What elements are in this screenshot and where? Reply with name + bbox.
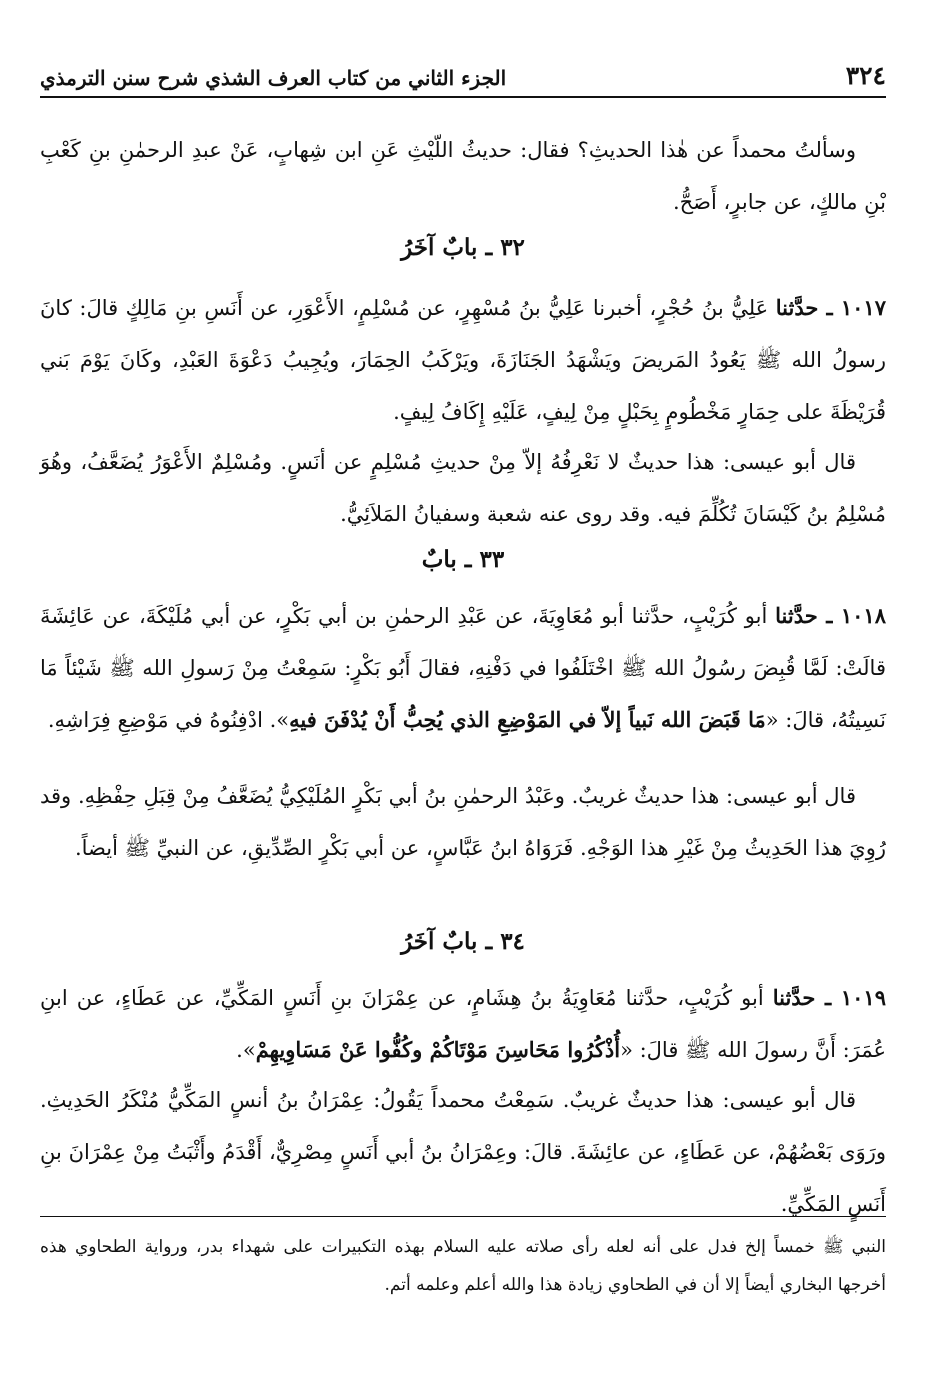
hadith-1019: ١٠١٩ ـ حدَّثنا أبو كُرَيْبٍ، حدَّثنا مُعَاوِيَةُ بنُ هِشَامٍ، عن عِمْرَانَ بنِ أَنَسٍ المَكِّيِّ، عن عَطَاءٍ، عن ابنِ عُمَرَ: أَنَّ رسولَ الله ﷺ قالَ: «أُذْكُرُوا مَحَاسِنَ مَوْتَاكُمْ وكُفُّوا عَنْ مَسَاوِيهِمْ». [40, 985, 886, 1062]
section-number: ٣٤ [500, 928, 525, 955]
section-separator: ـ [477, 928, 501, 955]
commentary-1017 [40, 436, 886, 540]
hadith-text-a: أبو كُرَيْبٍ، حدَّثنا أبو مُعَاوِيَةَ، عن عَبْدِ الرحمٰنِ بن أبي بَكْرٍ، عن أبي مُلَيْكَةَ، عن عَائِشَةَ قالَتْ: لَمَّا قُبِضَ رسُولُ الله ﷺ اخْتَلَفُوا في دَفْنِهِ، فقالَ أَبُو بَكْرٍ: سَمِعْتُ مِنْ رَسولِ الله ﷺ شَيْئاً مَا نَسِيتُهُ، قالَ: « [40, 604, 886, 732]
hadith-1018: ١٠١٨ ـ حدَّثنا أبو كُرَيْبٍ، حدَّثنا أبو مُعَاوِيَةَ، عن عَبْدِ الرحمٰنِ بن أبي بَكْرٍ، عن أبي مُلَيْكَةَ، عن عَائِشَةَ قالَتْ: لَمَّا قُبِضَ رسُولُ الله ﷺ اخْتَلَفُوا في دَفْنِهِ، فقالَ أَبُو بَكْرٍ: سَمِعْتُ مِنْ رَسولِ الله ﷺ شَيْئاً مَا نَسِيتُهُ، قالَ: «مَا قَبَضَ الله نَبياً إلاّ في المَوْضِعِ الذي يُحِبُّ أَنْ يُدْفَنَ فيهِ». ادْفِنُوهُ في مَوْضِعِ فِرَاشِهِ. [40, 603, 886, 732]
hadith-number: ١٠١٧ [840, 295, 886, 320]
paragraph-intro-text: وسألتُ محمداً عن هٰذا الحديثِ؟ فقال: حديثُ اللّيْثِ عَنِ ابن شِهابٍ، عَنْ عبدِ الرحمٰنِ بنِ كَعْبِ بْنِ مالكٍ، عن جابرٍ، أَصَحُّ. [40, 138, 886, 214]
hadith-text-a: أبو كُرَيْبٍ، حدَّثنا مُعَاوِيَةُ بنُ هِشَامٍ، عن عِمْرَانَ بنِ أَنَسٍ المَكِّيِّ، عن عَطَاءٍ، عن ابنِ عُمَرَ: أَنَّ رسولَ الله ﷺ قالَ: « [40, 986, 886, 1062]
section-number: ٣٣ [479, 546, 505, 573]
commentary-text: قال أبو عيسى: هذا حديثٌ غريبٌ. وعَبْدُ الرحمٰنِ بنُ أبي بَكْرٍ المُلَيْكِيُّ يُضَعَّفُ مِنْ قِبَلِ حِفْظِهِ. وقد رُوِيَ هذا الحَدِيثُ مِنْ غَيْرِ هذا الوَجْهِ. فَرَوَاهُ ابنُ عَبَّاسٍ، عن أبي بَكْرٍ الصِّدِّيقِ، عن النبيِّ ﷺ أيضاً. [40, 784, 886, 860]
section-title: بابٌ آخَرُ [401, 234, 478, 261]
hadith-quote: مَا قَبَضَ الله نَبياً إلاّ في المَوْضِعِ الذي يُحِبُّ أَنْ يُدْفَنَ فيهِ [289, 707, 766, 732]
hadith-number: ١٠١٩ [840, 985, 886, 1010]
section-heading-33 [40, 546, 886, 573]
hadith-text: عَلِيُّ بنُ حُجْرٍ، أخبرنا عَلِيُّ بنُ مُسْهِرٍ، عن مُسْلِمٍ، الأَعْوَرِ، عن أَنَسِ بنِ مَالِكٍ قالَ: كانَ رسولُ الله ﷺ يَعُودُ المَريضَ ويَشْهَدُ الجَنَازَةَ، ويَرْكَبُ الحِمَارَ، ويُجِيبُ دَعْوَةَ العَبْدِ، وكَانَ يَوْمَ بَني قُرَيْظَةَ على حِمَارٍ مَخْطُومٍ بِحَبْلٍ مِنْ لِيفٍ، عَلَيْهِ إِكَافُ لِيفٍ. [40, 296, 886, 424]
commentary-1018 [40, 770, 886, 874]
hadith-lead: حدَّثنا [772, 985, 816, 1010]
section-heading-34 [40, 928, 886, 955]
hadith-lead: حدَّثنا [775, 603, 818, 628]
hadith-quote: أُذْكُرُوا مَحَاسِنَ مَوْتَاكُمْ وكُفُّوا عَنْ مَسَاوِيهِمْ [255, 1037, 621, 1062]
hadith-lead: حدَّثنا [775, 295, 819, 320]
section-heading-32 [40, 234, 886, 261]
running-title: الجزء الثاني من كتاب العرف الشذي شرح سنن الترمذي [40, 66, 507, 90]
page-header [40, 50, 886, 98]
commentary-1019 [40, 1074, 886, 1230]
footnote-divider [40, 1216, 886, 1217]
hadith-1017: ١٠١٧ ـ حدَّثنا عَلِيُّ بنُ حُجْرٍ، أخبرنا عَلِيُّ بنُ مُسْهِرٍ، عن مُسْلِمٍ، الأَعْوَرِ، عن أَنَسِ بنِ مَالِكٍ قالَ: كانَ رسولُ الله ﷺ يَعُودُ المَريضَ ويَشْهَدُ الجَنَازَةَ، ويَرْكَبُ الحِمَارَ، ويُجِيبُ دَعْوَةَ العَبْدِ، وكَانَ يَوْمَ بَني قُرَيْظَةَ على حِمَارٍ مَخْطُومٍ بِحَبْلٍ مِنْ لِيفٍ، عَلَيْهِ إِكَافُ لِيفٍ. [40, 295, 886, 424]
section-separator: ـ [477, 234, 501, 261]
section-number: ٣٢ [500, 234, 525, 261]
footnote: النبي ﷺ خمساً إلخ فدل على أنه لعله رأى صلاته عليه السلام بهذه التكبيرات على شهداء بدر، ورواية الطحاوي هذه أخرجها البخاري أيضاً إلا أن في الطحاوي زيادة هذا والله أعلم وعلمه أتم. [40, 1237, 886, 1295]
page-number: ٣٢٤ [845, 61, 886, 90]
hadith-number: ١٠١٨ [840, 603, 886, 628]
section-title: بابٌ آخَرُ [401, 928, 478, 955]
hadith-text-b: ». [236, 1038, 256, 1062]
paragraph-intro [40, 124, 886, 228]
commentary-text: قال أبو عيسى: هذا حديثٌ لا نَعْرِفُهُ إلاّ مِنْ حديثِ مُسْلِمٍ عن أنَسٍ. ومُسْلِمٌ الأَعْوَرُ يُضَعَّفُ، وهُوَ مُسْلِمُ بنُ كَيْسَانَ تُكُلِّمَ فيه. وقد روى عنه شعبة وسفيانُ المَلاَئِيُّ. [40, 450, 886, 526]
section-title: بابٌ [421, 546, 457, 573]
section-separator: ـ [456, 546, 480, 573]
hadith-text-b: ». ادْفِنُوهُ في مَوْضِعِ فِرَاشِهِ. [47, 708, 290, 732]
commentary-text: قال أبو عيسى: هذا حديثٌ غريبٌ. سَمِعْتُ محمداً يَقُولُ: عِمْرَانُ بنُ أنسٍ المَكِّيُّ مُنْكَرُ الحَدِيثِ. ورَوَى بَعْضُهُمْ، عن عَطَاءٍ، عن عائِشَةَ. قالَ: وعِمْرَانُ بنُ أبي أَنَسٍ مِصْرِيٌّ، أَقْدَمُ وأَثْبَتُ مِنْ عِمْرَانَ بنِ أَنَسٍ المَكِّيِّ. [40, 1088, 886, 1216]
